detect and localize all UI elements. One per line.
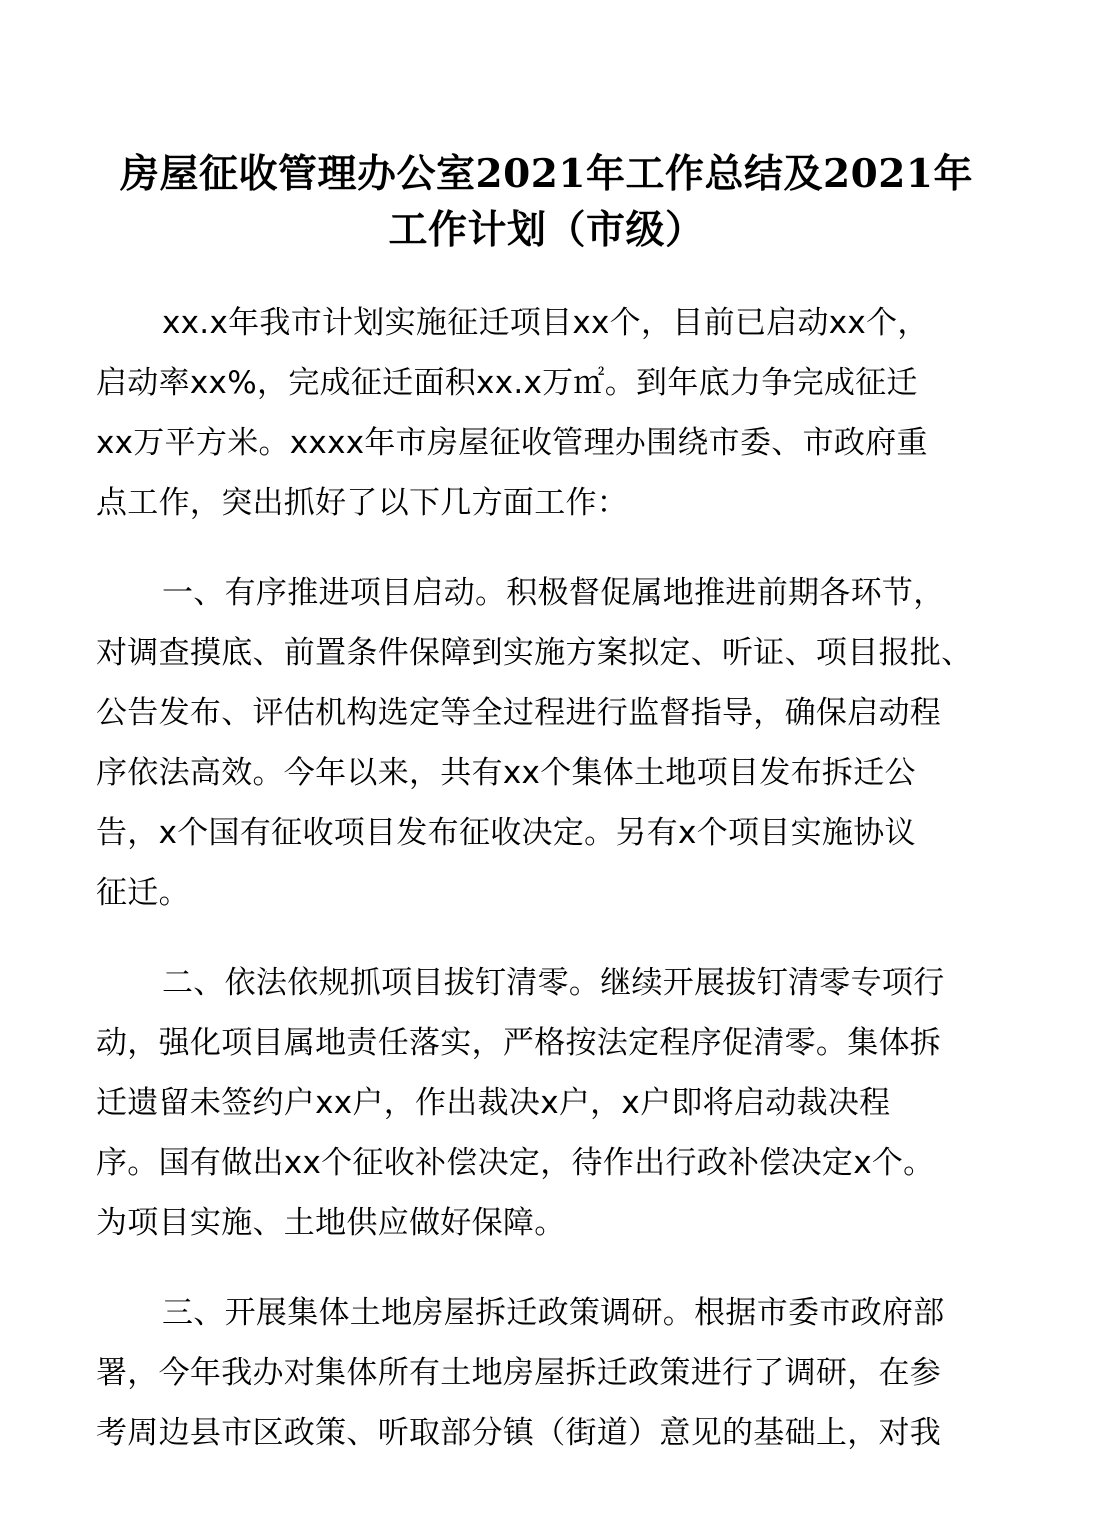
text-line: 为项目实施、土地供应做好保障。	[96, 1205, 566, 1241]
text-line: 署，今年我办对集体所有土地房屋拆迁政策进行了调研，在参	[96, 1355, 942, 1391]
text-line: 点工作，突出抓好了以下几方面工作：	[96, 485, 629, 521]
text-line: 序依法高效。今年以来，共有xx个集体土地项目发布拆迁公	[96, 755, 916, 791]
text-line: 三、开展集体土地房屋拆迁政策调研。根据市委市政府部	[162, 1295, 945, 1331]
title-line-1: 房屋征收管理办公室2021年工作总结及2021年	[119, 151, 974, 197]
paragraph-section-3	[96, 1283, 1002, 1463]
document-title	[90, 146, 1003, 258]
document-body	[96, 293, 1002, 1493]
text-line: 动，强化项目属地责任落实，严格按法定程序促清零。集体拆	[96, 1025, 942, 1061]
text-line: 告，x个国有征收项目发布征收决定。另有x个项目实施协议	[96, 815, 916, 851]
text-line: xx.x年我市计划实施征迁项目xx个，目前已启动xx个，	[162, 305, 929, 341]
paragraph-section-1	[96, 563, 1002, 923]
title-line-2: 工作计划（市级）	[388, 207, 705, 253]
text-line: 迁遗留未签约户xx户，作出裁决x户，x户即将启动裁决程	[96, 1085, 891, 1121]
text-line: 对调查摸底、前置条件保障到实施方案拟定、听证、项目报批、	[96, 635, 973, 671]
text-line: 启动率xx%，完成征迁面积xx.x万㎡。到年底力争完成征迁	[96, 365, 918, 401]
text-line: 征迁。	[96, 875, 190, 911]
text-line: 考周边县市区政策、听取部分镇（街道）意见的基础上，对我	[96, 1415, 942, 1451]
text-line: 一、有序推进项目启动。积极督促属地推进前期各环节，	[162, 575, 945, 611]
paragraph-section-2	[96, 953, 1002, 1253]
paragraph-intro	[96, 293, 1002, 533]
text-line: 公告发布、评估机构选定等全过程进行监督指导，确保启动程	[96, 695, 942, 731]
text-line: 二、依法依规抓项目拔钉清零。继续开展拔钉清零专项行	[162, 965, 945, 1001]
text-line: 序。国有做出xx个征收补偿决定，待作出行政补偿决定x个。	[96, 1145, 935, 1181]
text-line: xx万平方米。xxxx年市房屋征收管理办围绕市委、市政府重	[96, 425, 928, 461]
